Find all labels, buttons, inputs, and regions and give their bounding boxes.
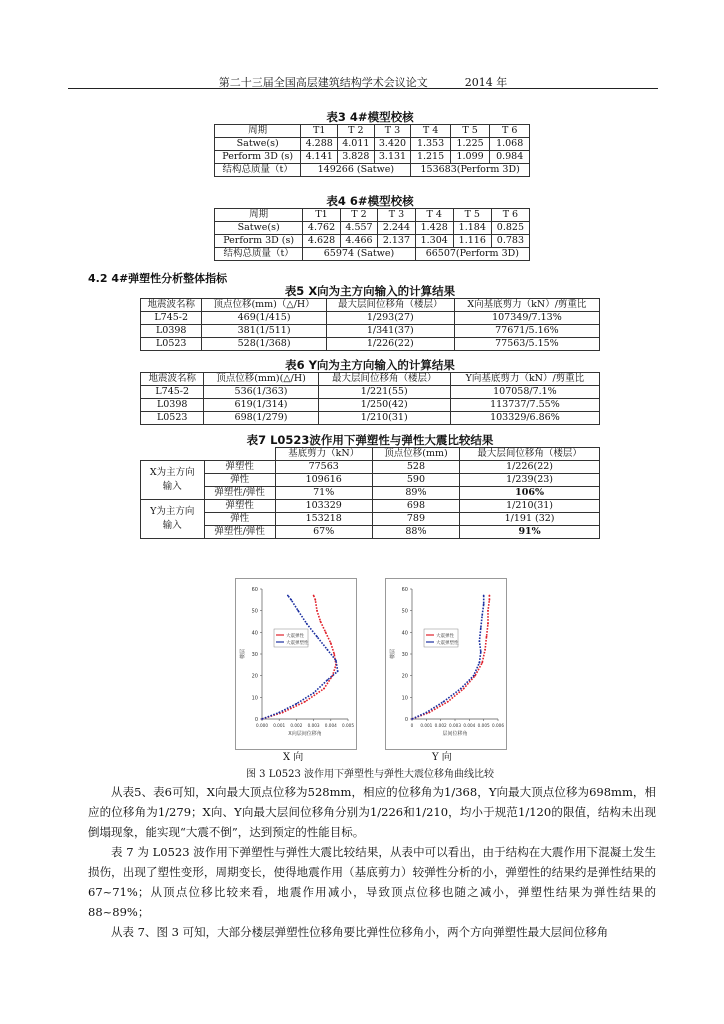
table-row [141,386,600,399]
table-row [141,487,600,500]
figure-caption: 图 3 L0523 波作用下弹塑性与弹性大震位移角曲线比较 [246,769,494,780]
table4-head-0: 周期 [215,209,303,222]
table3-head-0: 周期 [215,125,301,138]
chart-y [386,579,506,749]
data-point [333,653,335,655]
table3-caption: 表3 4#模型校核 [326,110,414,124]
table7-cell: 698 [372,500,459,513]
figure-label-y: Y 向 [432,752,452,763]
table3-cell: Perform 3D (s) [215,151,301,164]
table4-mass-p3d: 66507(Perform 3D) [415,248,529,261]
x-tick-label: 0.001 [420,723,433,728]
x-tick-label: 0.002 [434,723,447,728]
table6-cell: 619(1/314) [204,399,318,412]
series-line-0 [262,596,336,720]
table5-head-1: 顶点位移(mm)（△/H） [202,299,326,312]
paragraph-2: 表 7 为 L0523 波作用下弹塑性与弹性大震比较结果，从表中可以看出，由于结构在大震作用下混凝土发生损伤，出现了塑性变形，周期变长，使得地震作用（基底剪力）较弹性分析的小，弹塑性的结果约是弹性结果的 67~71%；从顶点位移比较来看，地震作用减小，导致顶点位移也随之减小，弹塑性结果为弹性结果的 88~89%； [88,845,656,919]
table3-cell: 1.215 [411,151,451,164]
table7-group-label: Y为主方向 [150,506,195,517]
y-tick-label: 20 [401,673,408,680]
table7-group-label: 输入 [162,481,182,492]
table-row [141,325,600,338]
y-tick-label: 40 [251,630,258,637]
table-row [141,312,600,325]
table7-cell: 71% [275,487,372,500]
table7-cell: 153218 [275,513,372,526]
table6-cell: L0523 [141,412,204,425]
table6-cell: L0398 [141,399,204,412]
table7-cell: 弹塑性/弹性 [204,487,275,500]
table-row [141,526,600,539]
table4-cell: 4.557 [340,222,377,235]
table4-mass-label: 结构总质量（t） [215,248,303,261]
table4-cell: Perform 3D (s) [215,235,303,248]
table5-cell: 77563/5.15% [454,338,599,351]
table5-cell: 528(1/368) [202,338,326,351]
table3-cell: 4.011 [338,138,375,151]
data-point [478,662,480,664]
table7-caption: 表7 L0523波作用下弹塑性与弹性大震比较结果 [246,433,494,447]
data-point [316,636,318,638]
y-tick-label: 20 [251,673,258,680]
table3-cell: 4.141 [301,151,338,164]
table-row [215,248,530,261]
table7-cell: 1/239(23) [460,474,600,487]
table7-cell: 103329 [275,500,372,513]
table4-cell: 2.244 [378,222,415,235]
table3 [214,124,530,177]
table4-cell: 1.116 [453,235,491,248]
data-point [313,595,315,597]
table4-cell: 0.783 [491,235,529,248]
y-tick-label: 50 [251,608,258,615]
table7-cell: 789 [372,513,459,526]
data-point [489,599,491,601]
table4-head-2: T 2 [340,209,377,222]
data-point [320,621,322,623]
table6-cell: 1/221(55) [318,386,450,399]
y-tick-label: 40 [401,630,408,637]
series-line-1 [262,596,338,720]
table6-cell: 103329/6.86% [450,412,599,425]
table6-cell: 536(1/363) [204,386,318,399]
table3-cell: 3.131 [374,151,411,164]
table4-cell: 4.762 [303,222,340,235]
table6 [140,372,600,425]
table4-mass-satwe: 65974 (Satwe) [303,248,415,261]
table-row [141,500,600,513]
table7-cell: 106% [460,487,600,500]
table7-cell: 弹塑性 [204,461,275,474]
data-point [337,670,339,672]
y-tick-label: 60 [401,587,408,593]
x-tick-label: 0.000 [256,723,268,728]
y-axis-label: 楼层 [240,648,246,660]
table6-head-3: Y向基底剪力（kN）/剪重比 [450,373,599,386]
table7-cell: 88% [372,526,459,539]
table-row [141,461,600,474]
data-point [481,614,483,616]
table-row [215,235,530,248]
table-row [141,338,600,351]
data-point [428,712,430,714]
table5-caption: 表5 X向为主方向输入的计算结果 [284,284,456,298]
table5-head-0: 地震波名称 [141,299,202,312]
table7-cell: 1/191 (32) [460,513,600,526]
table4-caption: 表4 6#模型校核 [326,194,414,208]
table3-cell: 4.288 [301,138,338,151]
table4 [214,208,530,261]
table5-cell: L0523 [141,338,202,351]
data-point [460,688,462,690]
chart-y-panel [385,578,507,750]
table6-head-0: 地震波名称 [141,373,204,386]
table6-cell: 1/250(42) [318,399,450,412]
table4-cell: Satwe(s) [215,222,303,235]
data-point [489,595,491,597]
table-row [141,412,600,425]
table6-cell: 113737/7.55% [450,399,599,412]
y-tick-label: 50 [401,608,408,615]
x-tick-label: 0.005 [477,723,490,728]
data-point [326,649,328,651]
table4-cell: 1.184 [453,222,491,235]
table3-cell: 3.828 [338,151,375,164]
table3-head-1: T1 [301,125,338,138]
table4-cell: 4.466 [340,235,377,248]
x-tick-label: 0.004 [324,723,337,728]
table3-cell: 0.984 [490,151,530,164]
y-axis-label: 楼层 [390,648,396,660]
series-line-1 [412,596,484,720]
data-point [463,688,465,690]
table5-cell: 1/226(22) [326,338,454,351]
data-point [326,679,328,681]
data-point [447,701,449,703]
table-row [215,151,530,164]
data-point [261,718,263,720]
x-tick-label: 0.004 [463,723,476,728]
data-point [483,603,485,605]
data-point [290,599,292,601]
data-point [487,623,489,625]
table6-cell: 1/210(31) [318,412,450,425]
table3-mass-p3d: 153683(Perform 3D) [411,164,530,177]
header-title: 第二十三届全国高层建筑结构学术会议论文 [218,76,428,89]
table7-cell: 77563 [275,461,372,474]
table3-head-3: T 3 [374,125,411,138]
data-point [480,651,482,653]
table5-cell: L745-2 [141,312,202,325]
table7-cell: 528 [372,461,459,474]
table4-head-1: T1 [303,209,340,222]
table7-cell: 109616 [275,474,372,487]
data-point [411,718,413,720]
data-point [306,623,308,625]
table7-cell: 弹塑性/弹性 [204,526,275,539]
table5 [140,298,600,351]
table7-corner [141,448,276,461]
table6-head-1: 顶点位移(mm)(△/H) [204,373,318,386]
table4-cell: 2.137 [378,235,415,248]
x-tick-label: 0.003 [307,723,320,728]
table3-cell: 1.099 [450,151,490,164]
table7-cell: 1/210(31) [460,500,600,513]
y-tick-label: 30 [251,652,258,658]
data-point [478,640,480,642]
table4-cell: 1.428 [415,222,453,235]
data-point [313,692,315,694]
chart-x-panel [235,578,357,750]
data-point [287,595,289,597]
table7-group-x [141,461,205,500]
table3-head-4: T 4 [411,125,451,138]
table4-head-6: T 6 [491,209,529,222]
table7-head-2: 基底剪力（kN） [275,448,372,461]
paragraph-3: 从表 7、图 3 可知，大部分楼层弹塑性位移角要比弹性位移角小，两个方向弹塑性最大层间位移角 [111,925,609,939]
table5-head-2: 最大层间位移角（楼层） [326,299,454,312]
table5-cell: 1/341(37) [326,325,454,338]
table5-cell: 381(1/511) [202,325,326,338]
table7-cell: 弹性 [204,513,275,526]
table7-group-y [141,500,205,539]
data-point [325,631,327,633]
data-point [278,712,280,714]
data-point [314,599,316,601]
table4-head-5: T 5 [453,209,491,222]
table7-cell: 91% [460,526,600,539]
data-point [304,701,306,703]
table3-head-6: T 6 [490,125,530,138]
table4-cell: 4.628 [303,235,340,248]
table6-caption: 表6 Y向为主方向输入的计算结果 [285,358,455,372]
x-tick-label: 0.003 [449,723,461,728]
x-axis-label: 层间位移角 [442,731,468,737]
table3-head-2: T 2 [338,125,375,138]
table3-mass-satwe: 149266 (Satwe) [301,164,411,177]
table5-cell: 77671/5.16% [454,325,599,338]
data-point [316,610,318,612]
table7-cell: 67% [275,526,372,539]
data-point [484,649,486,651]
series-line-0 [412,596,489,720]
data-point [487,610,489,612]
table7-cell: 89% [372,487,459,500]
table7-head-4: 最大层间位移角（楼层） [460,448,600,461]
paragraph-1: 从表5、表6可知，X向最大顶点位移为528mm，相应的位移角为1/368，Y向最大顶点位移为698mm，相应的位移角为1/279；X向、Y向最大层间位移角分别为1/226和1/210，均小于规范1/120的限值，结构未出现倒塌现象，能实现“大震不倒”，达到预定的性能目标。 [88,785,656,839]
table-row [215,138,530,151]
table6-cell: L745-2 [141,386,204,399]
table7-cell: 590 [372,474,459,487]
table4-head-4: T 4 [415,209,453,222]
x-tick-label: 0.001 [273,723,286,728]
table7-group-label: X为主方向 [149,467,195,478]
data-point [480,627,482,629]
table5-cell: 1/293(27) [326,312,454,325]
data-point [296,703,298,705]
table7-head-3: 顶点位移(mm) [372,448,459,461]
table5-cell: 107349/7.13% [454,312,599,325]
table7-cell: 弹塑性 [204,500,275,513]
data-point [335,660,337,662]
y-tick-label: 0 [404,717,408,723]
section-title: 4.2 4#弹塑性分析整体指标 [88,272,228,285]
table3-cell: 1.353 [411,138,451,151]
data-point [425,712,427,714]
table5-cell: L0398 [141,325,202,338]
data-point [486,636,488,638]
legend-label: 大震弹塑性 [286,640,309,646]
x-tick-label: 0.006 [492,723,504,728]
header-year: 2014 年 [464,76,508,89]
table7-cell: 1/226(22) [460,461,600,474]
table-row [141,474,600,487]
legend-label: 大震弹性 [436,633,454,639]
table-row [215,164,530,177]
data-point [443,701,445,703]
table4-head-3: T 3 [378,209,415,222]
table3-cell: 1.225 [450,138,490,151]
table4-cell: 0.825 [491,222,529,235]
y-tick-label: 0 [254,717,258,723]
table3-cell: 1.068 [490,138,530,151]
legend-label: 大震弹性 [286,633,304,639]
x-axis-label: X向层间位移角 [288,731,322,737]
y-tick-label: 30 [401,652,408,658]
table3-cell: Satwe(s) [215,138,301,151]
table7 [140,447,600,539]
y-tick-label: 60 [251,587,258,593]
header-rule [68,88,658,89]
x-tick-label: 0.005 [342,723,354,728]
table6-head-2: 最大层间位移角（楼层） [318,373,450,386]
table5-cell: 469(1/415) [202,312,326,325]
figure-label-x: X 向 [283,752,304,763]
table4-cell: 1.304 [415,235,453,248]
legend-label: 大震弹塑性 [436,640,459,646]
data-point [481,662,483,664]
x-tick-label: 0 [410,723,414,728]
table7-group-label: 输入 [162,520,182,531]
y-tick-label: 10 [401,695,408,702]
table3-head-5: T 5 [450,125,490,138]
data-point [483,595,485,597]
table6-cell: 698(1/279) [204,412,318,425]
table3-cell: 3.420 [374,138,411,151]
table-row [141,399,600,412]
table-row [141,513,600,526]
data-point [323,688,325,690]
data-point [473,675,475,677]
table6-cell: 107058/7.1% [450,386,599,399]
chart-x [236,579,356,749]
table-row [215,222,530,235]
table7-cell: 弹性 [204,474,275,487]
data-point [297,610,299,612]
table5-head-3: X向基底剪力（kN）/剪重比 [454,299,599,312]
y-tick-label: 10 [251,695,258,702]
table3-mass-label: 结构总质量（t） [215,164,301,177]
data-point [330,642,332,644]
x-tick-label: 0.002 [290,723,303,728]
